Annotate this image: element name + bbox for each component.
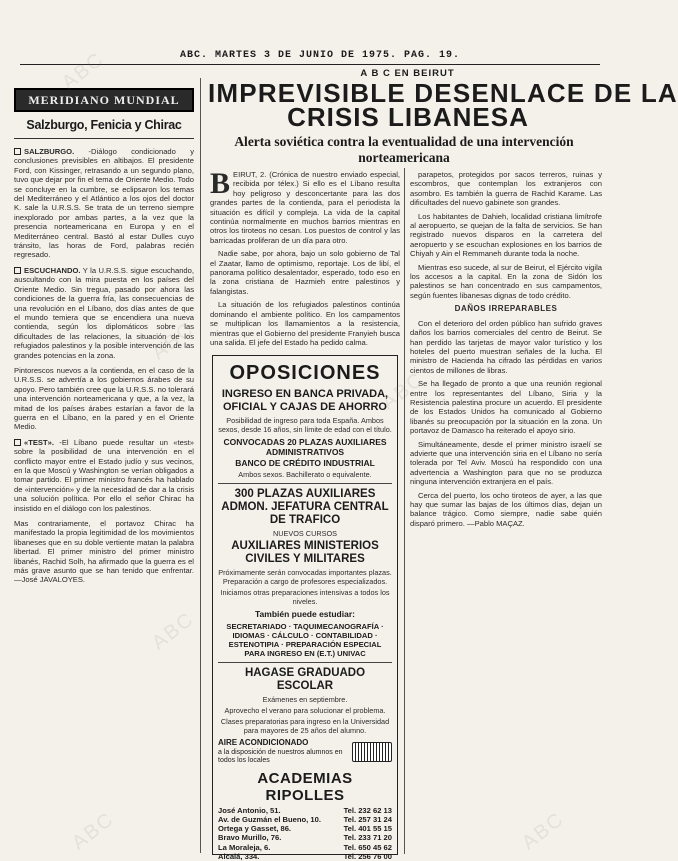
ad-title: OPOSICIONES — [229, 362, 381, 384]
left-paragraph-3: Pintorescos nuevos a la contienda, en el caso de la U.R.S.S. se advertía a los gobiernos árabes de su apoyo. Pero también cree que la U.R.S.S. no tolerará una intervención norteamericana y que, a la vez, la mitad de los países árabes estarían a favor de la guerra en el Líbano, en la pared y en el Oriente Medio. — [14, 365, 194, 432]
abc-watermark: ABC — [67, 807, 119, 855]
article-paragraph: Nadie sabe, por ahora, bajo un solo gobierno de Tal el Zaatar, llamo de optimismo, reportaje. Los de libí, el panorama político desalentador, esperado, todo eso en la zona cristiana de Hazmieh entre palestinos y falangistas. — [210, 249, 400, 296]
article-column-1 — [210, 167, 400, 350]
table-row: Ortega y Gasset, 86. Tel. 401 55 15 — [218, 824, 392, 834]
left-paragraph-2: ESCUCHANDO. Y la U.R.S.S. sigue escuchando, auscultando con la mira puesta en los países del Oriente Medio. Sin tregua, pasado por ahora las condiciones de la guerra fría, las consecuencias de una revolución en el Líbano, dos días antes de que el mundo temiera que se encendiera una nueva contienda, según los diplomáticos sobre las dificultades de las relaciones, la situación de los refugiados palestinos y la posible intervención de las grandes potencias en la zona. — [14, 265, 194, 360]
article-paragraph: Se ha llegado de pronto a que una reunión regional entre los representantes del Líbano, Siria y la Resistencia palestina procure un acuerdo. El presidente de los Estados Unidos ha comunicado al Gobierno libanés su preocupación por la situación en la zona. Un portavoz de Damasco ha reiterado el apoyo sirio. — [410, 379, 602, 436]
left-column-subtitle: Salzburgo, Fenicia y Chirac — [26, 118, 182, 132]
air-conditioning-notice — [218, 739, 392, 766]
article-paragraph: Cerca del puerto, los ocho tiroteos de ayer, a las que hay que sumar las bajas de los últimos días, dejan un balance trágico. Como siempre, nadie sabe quién disparó primero. —Pablo MAÇAZ. — [410, 490, 602, 528]
left-paragraph-1: SALZBURGO. -Diálogo condicionado y conclusiones previsibles en altibajos. El presidente Ford, con Kissinger, retrasando a un segundo plano, tuvo que dejar por fin el tema de Oriente Medio. Todo se concluye en la cumbre, se eclipsaron los temas del Mediterráneo y el Atlántico a los ojos del doctor K. sale la U.R.S.S. Se trata de un terreno siempre inexplorado por ambas partes, a la vez que la presencia norteamericana en Europa y en el Mediterráneo central. Bastó al estar Dulles cuyo tránsito, las horas de Ford, palabras recién regresado. — [14, 147, 194, 260]
article-paragraph: parapetos, protegidos por sacos terreros, ruinas y escombros, que contemplan los extranjeros con asombro. Es también la guerra de Rachid Karame. Las dificultades del nuevo gabinete son grandes. — [410, 170, 602, 208]
ad-course-list: SECRETARIADO · TAQUIMECANOGRAFÍA · IDIOMAS · CÁLCULO · CONTABILIDAD · ESTENOTIPIA · PREPARACIÓN ESPECIAL PARA INGRESO EN (E.T.) UNIVAC — [226, 622, 384, 658]
headline-line-1: IMPREVISIBLE DESENLACE DE LA — [208, 78, 678, 108]
headline-line-2: CRISIS LIBANESA — [287, 102, 529, 132]
column-divider — [200, 78, 201, 853]
ad-text: Iniciamos otras preparaciones intensivas a todos los niveles. — [220, 588, 390, 606]
abc-watermark: ABC — [377, 367, 429, 415]
ad-text: Ambos sexos. Bachillerato o equivalente. — [238, 470, 372, 479]
article-deck: Alerta soviética contra la eventualidad de una intervención norteamericana — [234, 134, 574, 165]
left-paragraph-4: «TEST». -El Líbano puede resultar un «test» sobre la posibilidad de una intervención en el conflicto mayor entre el Estado judío y sus vecinos, en la que Moscú y Washington se verían obligados a tomar partido. El primer ministro francés ha hablado de «intervención» y de la necesidad de dar a la crisis una solución política. Por ello el señor Chirac ha insistido en el diálogo con los palestinos. — [14, 437, 194, 513]
ad-subheading: CONVOCADAS 20 PLAZAS AUXILIARES ADMINISTRATIVOS — [223, 437, 387, 457]
article-subhead: DAÑOS IRREPARABLES — [454, 304, 558, 314]
article-paragraph: BEIRUT, 2. (Crónica de nuestro enviado especial, recibida por télex.) Si ello es el Líbano resulta hoy peligroso y desconcertante para las dos grandes partes de la contienda, para el periodista la situación es difícil y compleja. La vida de la capital continúa normalmente en muchos barrios mientras en otros los tiroteos no cesan. Los puestos de control y las barricadas proliferan de un día para otro. — [210, 167, 400, 245]
aircond-text: AIRE ACONDICIONADO a la disposición de nuestros alumnos en todos los locales — [218, 738, 343, 765]
address-table — [218, 806, 392, 861]
column-divider — [404, 168, 405, 854]
drop-cap: B — [210, 167, 231, 200]
table-row: José Antonio, 51. Tel. 232 62 13 — [218, 805, 392, 815]
table-row: Alcalá, 334. Tel. 256 76 00 — [218, 851, 392, 861]
meridiano-mundial-banner: MERIDIANO MUNDIAL — [14, 88, 194, 112]
ad-text: Aprovecho el verano para solucionar el problema. — [224, 706, 386, 715]
ad-text: Clases preparatorias para ingreso en la Universidad para mayores de 25 años del alumno. — [220, 717, 390, 735]
subtitle-rule — [14, 138, 194, 139]
ad-heading: HAGASE GRADUADO ESCOLAR — [244, 667, 366, 692]
abc-watermark: ABC — [57, 47, 109, 95]
left-paragraph-5: Mas contrariamente, el portavoz Chirac ha manifestado la propia legitimidad de los movimientos libaneses que en su doble vertiente matan la palabra libertad. El primer ministro del primer ministro libanés, Rachid Solh, ha afirmado que la guerra es el más grave asunto que se han tenido que enfrentar. —José JAVALOYES. — [14, 519, 194, 585]
table-row: Bravo Murillo, 76. Tel. 233 71 20 — [218, 833, 392, 843]
table-row: La Moraleja, 6. Tel. 650 45 62 — [218, 842, 392, 852]
left-column — [14, 78, 194, 853]
abc-watermark: ABC — [147, 317, 199, 365]
article-paragraph: La situación de los refugiados palestinos continúa dominando el ambiente político. En los campamentos se multiplican los llamamientos a la resistencia, mientras que el Gobierno del presidente Franyieh busca una salida. El jefe del Estado ha pedido calma. — [210, 300, 400, 347]
ad-subheading: BANCO DE CRÉDITO INDUSTRIAL — [235, 458, 375, 468]
article-paragraph: Simultáneamente, desde el primer ministro israelí se advierte que una intervención siria en el Líbano no sería tolerada por Tel Aviv. Moscú ha respondido con una advertencia a Washington para que no se produzca ninguna intervención extranjera en el país. — [410, 439, 602, 487]
ad-rule — [218, 483, 392, 484]
article-paragraph: Mientras eso sucede, al sur de Beirut, el Ejército vigila los accesos a la capital. En la zona de Sidón los palestinos se han concentrado en sus campamentos, según fuentes libanesas dignas de todo crédito. — [410, 262, 602, 300]
article-paragraph: Con el deterioro del orden público han sufrido graves daños los barrios comerciales del centro de Beirut. Se han perdido las tarjetas de mayor valor turístico y los hoteles del puerto muestran señales de la lucha. El ministro de Hacienda ha cifrado las pérdidas en varios cientos de millones de libras. — [410, 318, 602, 375]
ad-text: Próximamente serán convocadas importantes plazas. Preparación a cargo de profesores especializados. — [218, 568, 392, 586]
ad-text: Exámenes en septiembre. — [262, 695, 348, 704]
oposiciones-advertisement — [212, 355, 398, 861]
ad-heading: 300 PLAZAS AUXILIARES ADMON. JEFATURA CENTRAL DE TRAFICO — [221, 488, 389, 526]
square-bullet-icon — [14, 148, 21, 155]
square-bullet-icon — [14, 267, 21, 274]
ad-heading: AUXILIARES MINISTERIOS CIVILES Y MILITARES — [231, 540, 379, 565]
header-rule — [20, 64, 600, 65]
ad-rule — [218, 662, 392, 663]
article-kicker: A B C EN BEIRUT — [360, 68, 455, 79]
abc-watermark: ABC — [517, 807, 569, 855]
square-bullet-icon — [14, 439, 21, 446]
ad-subheading: También puede estudiar: — [255, 609, 355, 619]
academy-name: ACADEMIAS RIPOLLES — [257, 769, 353, 804]
article-column-2 — [410, 170, 602, 852]
table-row: Av. de Guzmán el Bueno, 10. Tel. 257 31 24 — [218, 814, 392, 824]
article-paragraph: Los habitantes de Dahieh, localidad cristiana limítrofe al aeropuerto, se quejan de la falta de servicios. Se han registrado nuevos disparos en la carretera del aeropuerto y se escuchan explosiones en los barrios de Chiyah y Ain el Remmaneh durante toda la noche. — [410, 211, 602, 259]
air-conditioner-icon — [352, 742, 392, 762]
abc-watermark: ABC — [147, 607, 199, 655]
ad-heading: INGRESO EN BANCA PRIVADA, OFICIAL Y CAJAS DE AHORRO — [221, 388, 389, 413]
ad-text: NUEVOS CURSOS — [272, 529, 338, 538]
page-folio: ABC. MARTES 3 DE JUNIO DE 1975. PAG. 19. — [179, 50, 461, 61]
ad-text: Posibilidad de ingreso para toda España. Ambos sexos, desde 16 años, sin límite de edad con el título. — [218, 416, 392, 434]
